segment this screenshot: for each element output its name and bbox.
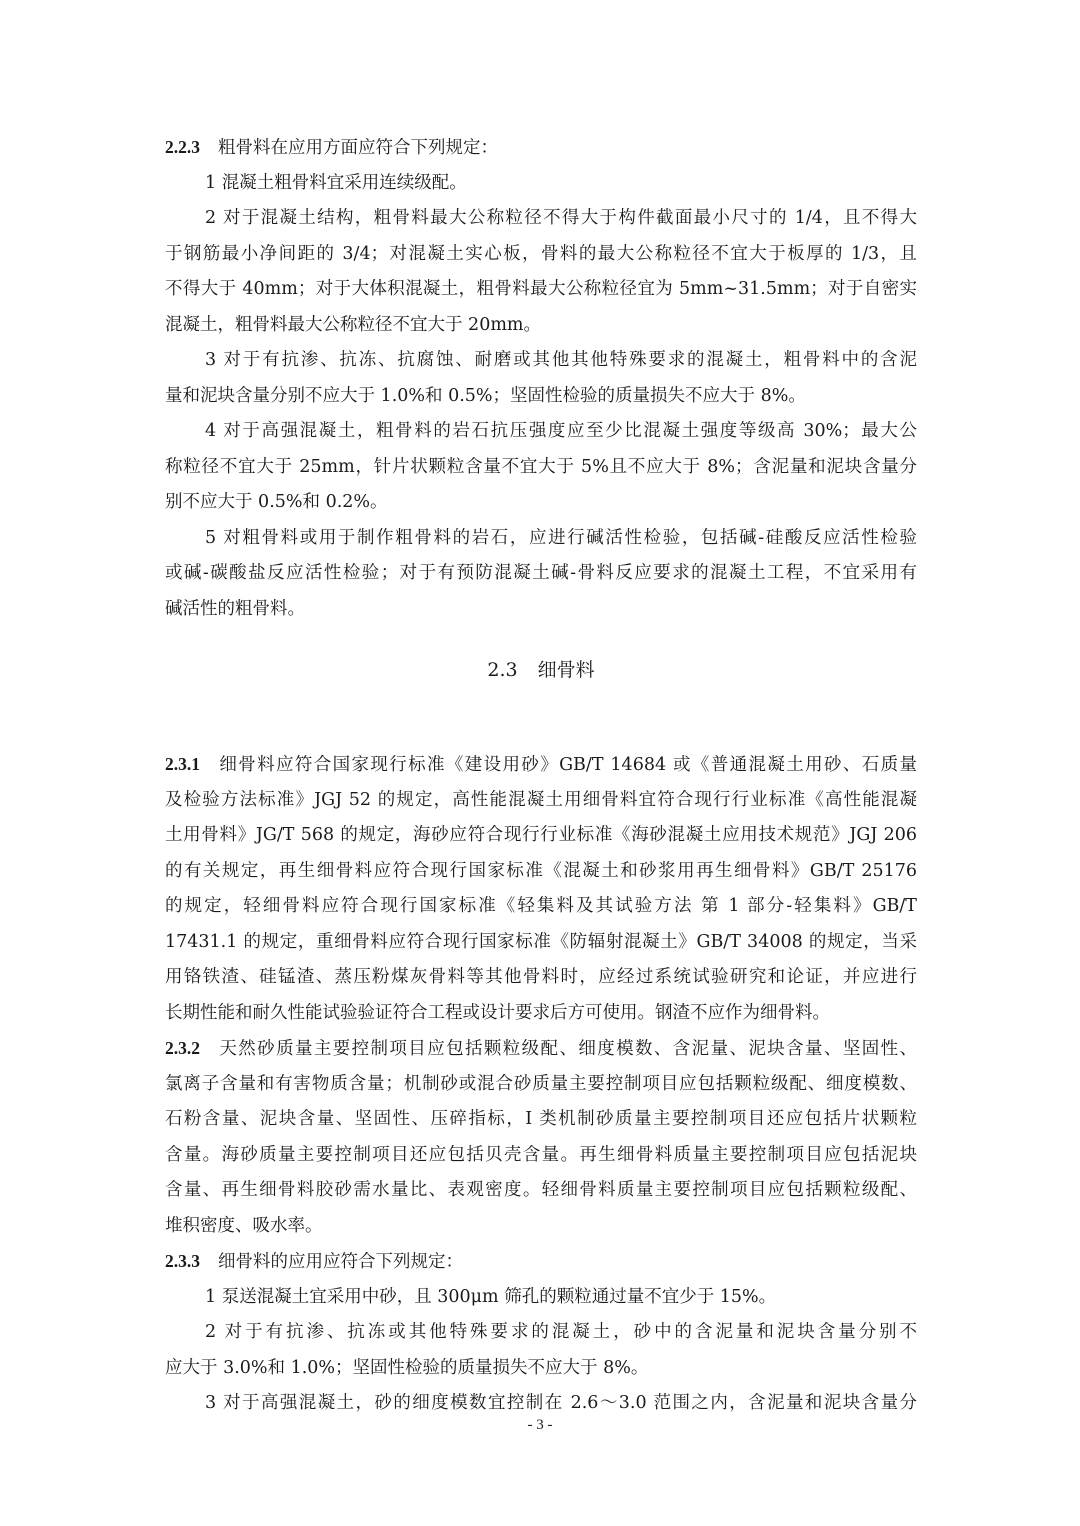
document-body bbox=[165, 130, 917, 1422]
clause-2-3-2-line: 含量、再生细骨料胶砂需水量比、表观密度。轻细骨料质量主要控制项目应包括颗粒级配、 bbox=[165, 1180, 917, 1200]
clause-2-2-3-item-3-line: 3 对于有抗渗、抗冻、抗腐蚀、耐磨或其他其他特殊要求的混凝土，粗骨料中的含泥 bbox=[205, 350, 917, 370]
clause-2-3-1-line: 的有关规定，再生细骨料应符合现行国家标准《混凝土和砂浆用再生细骨料》GB/T 25176 bbox=[165, 860, 917, 881]
clause-2-3-1-line: 的规定，轻细骨料应符合现行国家标准《轻集料及其试验方法 第 1 部分-轻集料》GB/T bbox=[165, 896, 917, 916]
clause-2-2-3-item-4-line: 别不应大于 0.5%和 0.2%。 bbox=[165, 492, 388, 512]
clause-2-3-1-line: 土用骨料》JG/T 568 的规定，海砂应符合现行行业标准《海砂混凝土应用技术规范》JGJ 206 bbox=[165, 825, 917, 845]
clause-text: 粗骨料在应用方面应符合下列规定： bbox=[218, 138, 498, 158]
clause-2-3-2-line bbox=[165, 1031, 917, 1067]
page-number: - 3 - bbox=[527, 1417, 553, 1433]
clause-2-3-1-line: 用铬铁渣、硅锰渣、蒸压粉煤灰骨料等其他骨料时，应经过系统试验研究和论证，并应进行 bbox=[165, 967, 917, 987]
clause-2-3-1-line: 及检验方法标准》JGJ 52 的规定，高性能混凝土用细骨料宜符合现行行业标准《高性能混凝 bbox=[165, 789, 917, 810]
clause-2-3-1-line: 17431.1 的规定，重细骨料应符合现行国家标准《防辐射混凝土》GB/T 34008 的规定，当采 bbox=[165, 931, 917, 952]
clause-2-3-3-item-2-line: 应大于 3.0%和 1.0%；坚固性检验的质量损失不应大于 8%。 bbox=[165, 1357, 649, 1378]
clause-2-3-3-item-1: 1 泵送混凝土宜采用中砂，且 300μm 筛孔的颗粒通过量不宜少于 15%。 bbox=[205, 1286, 777, 1307]
clause-text: 细骨料应符合国家现行标准《建设用砂》GB/T 14684 或《普通混凝土用砂、石质量 bbox=[218, 755, 917, 775]
clause-2-3-3-heading bbox=[165, 1244, 917, 1280]
clause-2-3-3-item-2-line: 2 对于有抗渗、抗冻或其他特殊要求的混凝土，砂中的含泥量和泥块含量分别不 bbox=[205, 1322, 917, 1342]
clause-2-2-3-item-2-line: 混凝土，粗骨料最大公称粒径不宜大于 20mm。 bbox=[165, 314, 542, 335]
clause-number: 2.3.1 bbox=[165, 754, 200, 774]
clause-2-3-2-line: 含量。海砂质量主要控制项目还应包括贝壳含量。再生细骨料质量主要控制项目应包括泥块 bbox=[165, 1144, 917, 1165]
clause-2-3-2-line: 氯离子含量和有害物质含量；机制砂或混合砂质量主要控制项目应包括颗粒级配、细度模数、 bbox=[165, 1073, 917, 1094]
clause-2-2-3-item-4-line: 4 对于高强混凝土，粗骨料的岩石抗压强度应至少比混凝土强度等级高 30%；最大公 bbox=[205, 421, 917, 441]
clause-2-2-3-item-5-line: 5 对粗骨料或用于制作粗骨料的岩石，应进行碱活性检验，包括碱-硅酸反应活性检验 bbox=[205, 527, 917, 548]
clause-number: 2.3.3 bbox=[165, 1251, 200, 1271]
section-heading-block bbox=[165, 627, 917, 747]
clause-2-2-3-item-2-line: 不得大于 40mm；对于大体积混凝土，粗骨料最大公称粒径宜为 5mm~31.5mm；对于自密实 bbox=[165, 279, 917, 299]
clause-2-2-3-item-3-line: 量和泥块含量分别不应大于 1.0%和 0.5%；坚固性检验的质量损失不应大于 8%。 bbox=[165, 385, 806, 406]
clause-2-2-3-item-2-line: 于钢筋最小净间距的 3/4；对混凝土实心板，骨料的最大公称粒径不宜大于板厚的 1/3，且 bbox=[165, 243, 917, 264]
clause-2-2-3-item-5-line: 碱活性的粗骨料。 bbox=[165, 598, 305, 619]
clause-2-2-3-heading bbox=[165, 130, 917, 166]
section-number: 2.3 bbox=[487, 659, 518, 681]
clause-number: 2.3.2 bbox=[165, 1038, 200, 1058]
clause-text: 天然砂质量主要控制项目应包括颗粒级配、细度模数、含泥量、泥块含量、坚固性、 bbox=[218, 1039, 917, 1059]
clause-2-3-1-line bbox=[165, 747, 917, 783]
clause-2-3-1-line: 长期性能和耐久性能试验验证符合工程或设计要求后方可使用。钢渣不应作为细骨料。 bbox=[165, 1002, 830, 1023]
clause-2-2-3-item-5-line: 或碱-碳酸盐反应活性检验；对于有预防混凝土碱-骨料反应要求的混凝土工程，不宜采用有 bbox=[165, 563, 917, 583]
clause-number: 2.2.3 bbox=[165, 137, 200, 157]
clause-2-3-2-line: 堆积密度、吸水率。 bbox=[165, 1215, 323, 1236]
section-title bbox=[165, 655, 917, 682]
section-name: 细骨料 bbox=[537, 659, 595, 681]
clause-2-3-2-line: 石粉含量、泥块含量、坚固性、压碎指标，I 类机制砂质量主要控制项目还应包括片状颗粒 bbox=[165, 1109, 917, 1129]
clause-2-2-3-item-2-line: 2 对于混凝土结构，粗骨料最大公称粒径不得大于构件截面最小尺寸的 1/4，且不得大 bbox=[205, 208, 917, 228]
clause-2-3-3-item-3-line: 3 对于高强混凝土，砂的细度模数宜控制在 2.6～3.0 范围之内，含泥量和泥块含量分 bbox=[205, 1393, 917, 1413]
clause-2-2-3-item-4-line: 称粒径不宜大于 25mm，针片状颗粒含量不宜大于 5%且不应大于 8%；含泥量和泥块含量分 bbox=[165, 456, 917, 477]
clause-2-2-3-item-1: 1 混凝土粗骨料宜采用连续级配。 bbox=[205, 172, 467, 193]
clause-text: 细骨料的应用应符合下列规定： bbox=[218, 1252, 463, 1272]
